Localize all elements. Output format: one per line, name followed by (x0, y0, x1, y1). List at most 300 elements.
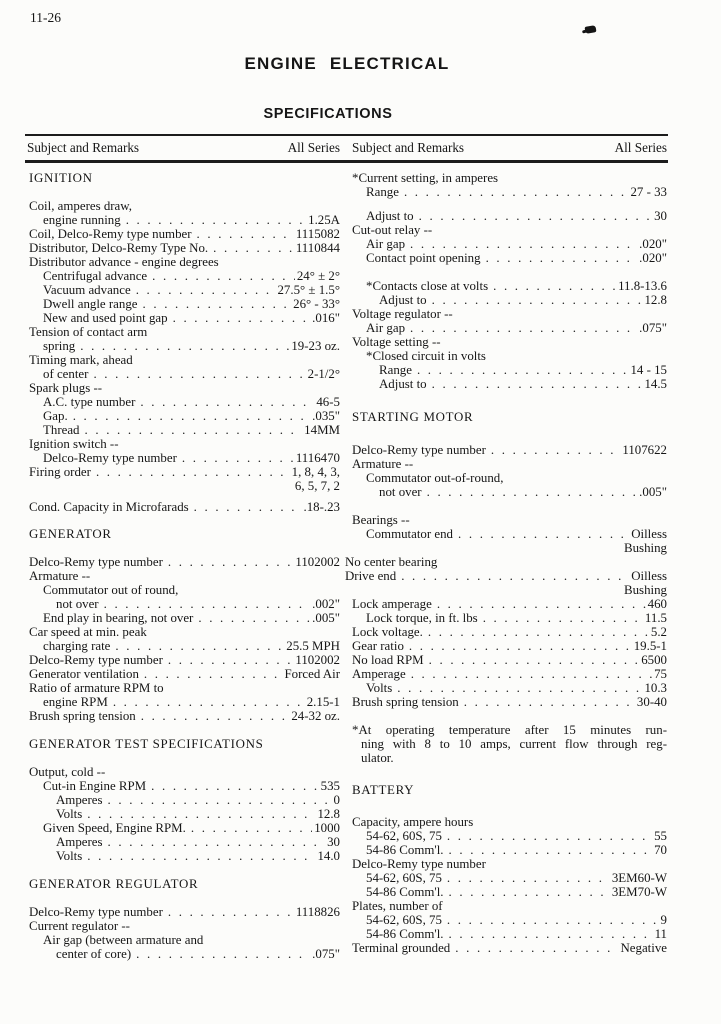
dot-leader (113, 695, 305, 709)
spec-row (29, 367, 340, 381)
row-value: 27.5° ± 1.5° (277, 283, 340, 297)
spec-row (352, 913, 667, 927)
dot-leader (104, 597, 311, 611)
row-label: Brush spring tension (352, 694, 459, 709)
spacer (352, 199, 667, 209)
dot-leader (141, 709, 290, 723)
dot-leader (197, 227, 294, 241)
row-label: Cut-in Engine RPM (43, 778, 147, 793)
spec-row (352, 695, 667, 709)
spec-row (29, 465, 340, 479)
footnote (352, 723, 667, 765)
row-value: 1102002 (295, 652, 340, 667)
spacer (352, 709, 667, 723)
dot-leader (144, 667, 283, 681)
row-value: Bushing (624, 582, 667, 597)
dot-leader (108, 793, 332, 807)
spec-row (352, 681, 667, 695)
spec-row (29, 311, 340, 325)
spec-row (352, 857, 667, 871)
row-value: 19-23 oz. (291, 339, 340, 353)
spec-row (29, 709, 340, 723)
row-label: GENERATOR TEST SPECIFICATIONS (29, 736, 264, 751)
row-value: .020" (639, 236, 667, 251)
spec-row (352, 843, 667, 857)
row-value: 1107622 (622, 442, 667, 457)
row-label: No center bearing (345, 554, 438, 569)
spacer (29, 723, 340, 737)
spec-row (29, 395, 340, 409)
row-label: Ratio of armature RPM to (29, 680, 164, 695)
dot-leader (87, 849, 315, 863)
row-value: Negative (620, 940, 667, 955)
spec-row (29, 947, 340, 961)
spec-row (29, 555, 340, 569)
row-value: 14.0 (317, 848, 340, 863)
spec-row (352, 597, 667, 611)
dot-leader (213, 241, 294, 255)
row-label: Bearings -- (352, 512, 410, 527)
row-label: Capacity, ampere hours (352, 814, 474, 829)
spec-row (29, 933, 340, 947)
row-value: .016" (312, 311, 340, 325)
spec-row (352, 625, 667, 639)
row-label: No load RPM (352, 652, 424, 667)
row-label: Distributor, Delco-Remy Type No. (29, 241, 209, 255)
row-label: Thread (43, 423, 80, 437)
spec-row (352, 815, 667, 829)
row-label: STARTING MOTOR (352, 410, 474, 425)
row-label: Coil, amperes draw, (29, 199, 132, 213)
dot-leader (108, 835, 326, 849)
row-value: 27 - 33 (630, 185, 667, 199)
spec-row (29, 583, 340, 597)
spec-row (345, 568, 667, 583)
row-value: 6, 5, 7, 2 (294, 479, 340, 493)
spec-row (352, 223, 667, 237)
spec-row (29, 569, 340, 583)
row-label: Gear ratio (352, 638, 404, 653)
row-value: 19.5-1 (633, 638, 667, 653)
row-value: 1110844 (295, 241, 340, 255)
row-label: of center (43, 367, 89, 381)
spec-row (29, 639, 340, 653)
dot-leader (96, 465, 290, 479)
dot-leader (136, 283, 276, 297)
row-value: Forced Air (284, 666, 340, 681)
header-subject-right: Subject and Remarks (352, 140, 465, 155)
row-value: 1, 8, 4, 3, (291, 465, 340, 479)
row-value: 1116470 (295, 451, 340, 465)
row-value: 10.3 (644, 680, 667, 695)
row-label: Commutator out-of-round, (366, 470, 504, 485)
spec-row (29, 905, 340, 919)
spec-row (29, 479, 340, 493)
row-label: New and used point gap (43, 311, 168, 325)
spec-row (29, 213, 340, 227)
row-label: charging rate (43, 638, 111, 653)
dot-leader (173, 311, 311, 325)
row-value: 5.2 (650, 624, 667, 639)
row-label: Voltage regulator -- (352, 306, 453, 321)
spacer (29, 185, 340, 199)
dot-leader (115, 639, 284, 653)
row-label: Armature -- (29, 568, 91, 583)
spec-row (29, 381, 340, 395)
dot-leader (168, 905, 294, 919)
spec-row (29, 339, 340, 353)
spacer (29, 514, 340, 527)
row-label: engine RPM (43, 694, 108, 709)
dot-leader (483, 611, 643, 625)
dot-leader (437, 597, 646, 611)
row-value: 1.25A (308, 213, 340, 227)
row-value: .18-.23 (303, 500, 340, 514)
row-label: Vacuum advance (43, 283, 131, 297)
spec-row (29, 500, 340, 514)
spec-row (345, 554, 667, 569)
row-label: Car speed at min. peak (29, 624, 147, 639)
row-label: Plates, number of (352, 898, 443, 913)
row-value: 24° ± 2° (296, 269, 340, 283)
spec-row (352, 307, 667, 321)
section-heading (29, 877, 340, 891)
dot-leader (182, 451, 294, 465)
spec-row (29, 667, 340, 681)
row-value: 9 (660, 912, 667, 927)
footnote-line: *At operating temperature after 15 minutes run- (352, 722, 667, 737)
row-label: Volts (366, 680, 393, 695)
row-label: IGNITION (29, 171, 93, 185)
row-label: Gap. (43, 409, 68, 423)
left-column (29, 171, 340, 961)
spec-row (29, 255, 340, 269)
row-label: Air gap (366, 320, 406, 335)
row-label: Amperage (352, 666, 406, 681)
row-label: Lock amperage (352, 596, 432, 611)
table-rule-top (25, 134, 668, 136)
row-label: GENERATOR (29, 526, 112, 541)
spec-row (29, 241, 340, 255)
dot-leader (143, 297, 292, 311)
dot-leader (410, 237, 637, 251)
footnote-line: ulator. (361, 750, 394, 765)
dot-leader (491, 443, 620, 457)
row-value: 6500 (641, 652, 667, 667)
spacer (352, 265, 667, 279)
row-value: .005" (312, 610, 340, 625)
row-label: Commutator end (366, 526, 453, 541)
spacer (352, 391, 667, 411)
dot-leader (447, 871, 610, 885)
row-label: Amperes (56, 792, 103, 807)
row-value: 11.5 (644, 610, 667, 625)
table-rule-bottom (25, 160, 668, 163)
dot-leader (449, 843, 653, 857)
row-label: Lock torque, in ft. lbs (366, 610, 478, 625)
row-value: 30 (327, 834, 340, 849)
page-number: 11-26 (30, 10, 61, 25)
row-label: Lock voltage. (352, 624, 423, 639)
row-label: Current regulator -- (29, 918, 130, 933)
row-value: 12.8 (317, 806, 340, 821)
dot-leader (194, 500, 302, 514)
row-label: Terminal grounded (352, 940, 451, 955)
spec-row (29, 611, 340, 625)
spec-row (352, 457, 667, 471)
row-value: 3EM60-W (611, 870, 667, 885)
spacer (352, 797, 667, 815)
spec-row (352, 293, 667, 307)
dot-leader (191, 821, 312, 835)
row-label: Amperes (56, 834, 103, 849)
spec-row (29, 437, 340, 451)
spec-row (29, 199, 340, 213)
dot-leader (458, 527, 629, 541)
spec-row (29, 765, 340, 779)
spec-row (29, 779, 340, 793)
row-label: A.C. type number (43, 395, 136, 409)
row-label: 54-86 Comm'l. (366, 884, 444, 899)
row-label: Contact point opening (366, 250, 481, 265)
spec-row (29, 653, 340, 667)
row-label: not over (56, 596, 99, 611)
dot-leader (401, 569, 629, 583)
spec-row (352, 667, 667, 681)
spec-row (29, 625, 340, 639)
section-heading (352, 783, 667, 797)
row-label: Range (379, 362, 412, 377)
spec-row (352, 349, 667, 363)
spec-row (29, 451, 340, 465)
table-header (27, 140, 667, 156)
spec-row (352, 871, 667, 885)
row-value: 460 (647, 596, 667, 611)
row-label: *Current setting, in amperes (352, 171, 499, 185)
row-value: 2.15-1 (306, 694, 340, 709)
spacer (29, 863, 340, 877)
spec-row (352, 335, 667, 349)
spec-row (29, 695, 340, 709)
dot-leader (151, 779, 319, 793)
row-value: 535 (320, 778, 340, 793)
dot-leader (417, 363, 629, 377)
row-label: Delco-Remy type number (43, 451, 177, 465)
dot-leader (447, 913, 659, 927)
spec-row (29, 681, 340, 695)
spec-row (352, 885, 667, 899)
row-label: Centrifugal advance (43, 269, 148, 283)
row-value: Oilless (631, 526, 667, 541)
dot-leader (447, 829, 652, 843)
spec-row (352, 171, 667, 185)
row-value: 14.5 (644, 376, 667, 391)
ink-speck (584, 25, 596, 34)
spec-row (29, 409, 340, 423)
row-value: 1118826 (295, 904, 340, 919)
spec-row (29, 919, 340, 933)
spacer (29, 493, 340, 500)
row-label: Drive end (345, 568, 397, 583)
row-label: 54-86 Comm'l. (366, 926, 444, 941)
footnote-line: ning with 8 to 10 amps, current flow through reg- (361, 736, 667, 751)
row-value: Bushing (624, 540, 667, 555)
dot-leader (455, 941, 618, 955)
row-value: 12.8 (644, 292, 667, 307)
dot-leader (410, 321, 637, 335)
spec-row (352, 209, 667, 223)
dot-leader (87, 807, 315, 821)
dot-leader (432, 377, 643, 391)
row-value: 75 (654, 666, 667, 681)
spec-row (29, 227, 340, 241)
spec-row (352, 527, 667, 541)
row-value: 1115082 (295, 227, 340, 241)
spacer (352, 499, 667, 513)
row-value: 14 - 15 (630, 362, 667, 377)
row-label: 54-62, 60S, 75 (366, 828, 442, 843)
row-label: Cond. Capacity in Microfarads (29, 500, 189, 514)
dot-leader (198, 611, 310, 625)
spec-row (29, 283, 340, 297)
row-label: Adjust to (379, 292, 427, 307)
dot-leader (464, 695, 635, 709)
dot-leader (80, 339, 289, 353)
row-value: 55 (654, 828, 667, 843)
row-label: Cut-out relay -- (352, 222, 433, 237)
spec-row (29, 269, 340, 283)
spec-row (29, 793, 340, 807)
spec-row (29, 835, 340, 849)
dot-leader (486, 251, 638, 265)
row-value: 11.8-13.6 (618, 278, 667, 293)
spec-row (29, 353, 340, 367)
spec-row (352, 363, 667, 377)
dot-leader (429, 653, 640, 667)
row-label: Tension of contact arm (29, 325, 148, 339)
dot-leader (93, 367, 305, 381)
spec-row (29, 849, 340, 863)
spec-row (352, 829, 667, 843)
row-label: *Closed circuit in volts (366, 348, 486, 363)
table-header-right (352, 140, 667, 156)
spec-row (352, 541, 667, 555)
section-heading (29, 171, 340, 185)
row-label: spring (43, 339, 76, 353)
spec-row (352, 471, 667, 485)
section-heading (29, 737, 340, 751)
row-value: 3EM70-W (611, 884, 667, 899)
row-label: *Contacts close at volts (366, 278, 489, 293)
dot-leader (140, 395, 314, 409)
row-value: .075" (639, 320, 667, 335)
row-value: .020" (639, 250, 667, 265)
spec-row (352, 185, 667, 199)
spec-row (29, 821, 340, 835)
row-label: Brush spring tension (29, 708, 136, 723)
dot-leader (73, 409, 310, 423)
row-value: 1000 (314, 820, 340, 835)
spacer (29, 541, 340, 555)
spec-row (352, 583, 667, 597)
section-heading (29, 527, 340, 541)
row-value: .005" (639, 484, 667, 499)
dot-leader (449, 885, 610, 899)
row-label: 54-86 Comm'l. (366, 842, 444, 857)
row-label: engine running (43, 213, 121, 227)
page-title: ENGINE ELECTRICAL (244, 54, 450, 73)
spec-row (352, 899, 667, 913)
row-label: center of core) (56, 946, 132, 961)
row-value: .035" (312, 409, 340, 423)
row-label: BATTERY (352, 782, 415, 797)
row-label: Delco-Remy type number (29, 554, 163, 569)
spec-row (352, 653, 667, 667)
spec-row (29, 597, 340, 611)
row-value: .075" (312, 946, 340, 961)
spec-row (352, 237, 667, 251)
spec-row (352, 941, 667, 955)
row-label: Volts (56, 848, 83, 863)
spec-columns (29, 171, 667, 961)
spec-row (352, 513, 667, 527)
row-label: Delco-Remy type number (29, 904, 163, 919)
dot-leader (419, 209, 652, 223)
dot-leader (427, 485, 638, 499)
dot-leader (397, 681, 642, 695)
row-label: Output, cold -- (29, 764, 106, 779)
row-label: Air gap (between armature and (43, 932, 204, 947)
row-label: Given Speed, Engine RPM. (43, 820, 186, 835)
row-label: Generator ventilation (29, 666, 139, 681)
spec-row (352, 611, 667, 625)
row-value: 30-40 (636, 694, 667, 709)
spacer (29, 891, 340, 905)
row-label: Adjust to (379, 376, 427, 391)
section-title: SPECIFICATIONS (263, 106, 393, 122)
row-label: End play in bearing, not over (43, 610, 194, 625)
row-label: Delco-Remy type number (352, 856, 486, 871)
row-label: Armature -- (352, 456, 414, 471)
row-label: Dwell angle range (43, 297, 138, 311)
header-subject-left: Subject and Remarks (27, 140, 140, 155)
spec-row (29, 297, 340, 311)
dot-leader (493, 279, 616, 293)
spec-row (352, 377, 667, 391)
row-label: Volts (56, 806, 83, 821)
spec-row (352, 279, 667, 293)
header-series-right: All Series (614, 140, 667, 155)
row-label: Commutator out of round, (43, 582, 179, 597)
row-label: Air gap (366, 236, 406, 251)
row-label: Voltage setting -- (352, 334, 441, 349)
dot-leader (428, 625, 649, 639)
dot-leader (126, 213, 306, 227)
row-value: 0 (333, 792, 340, 807)
row-label: 54-62, 60S, 75 (366, 912, 442, 927)
row-value: 46-5 (316, 395, 340, 409)
row-label: Distributor advance - engine degrees (29, 255, 219, 269)
row-value: 70 (654, 842, 667, 857)
row-label: 54-62, 60S, 75 (366, 870, 442, 885)
row-label: Coil, Delco-Remy type number (29, 227, 192, 241)
spec-row (29, 807, 340, 821)
row-value: .002" (312, 596, 340, 611)
row-label: Range (366, 185, 399, 199)
row-value: 14MM (304, 423, 340, 437)
spec-row (352, 639, 667, 653)
spec-row (352, 927, 667, 941)
